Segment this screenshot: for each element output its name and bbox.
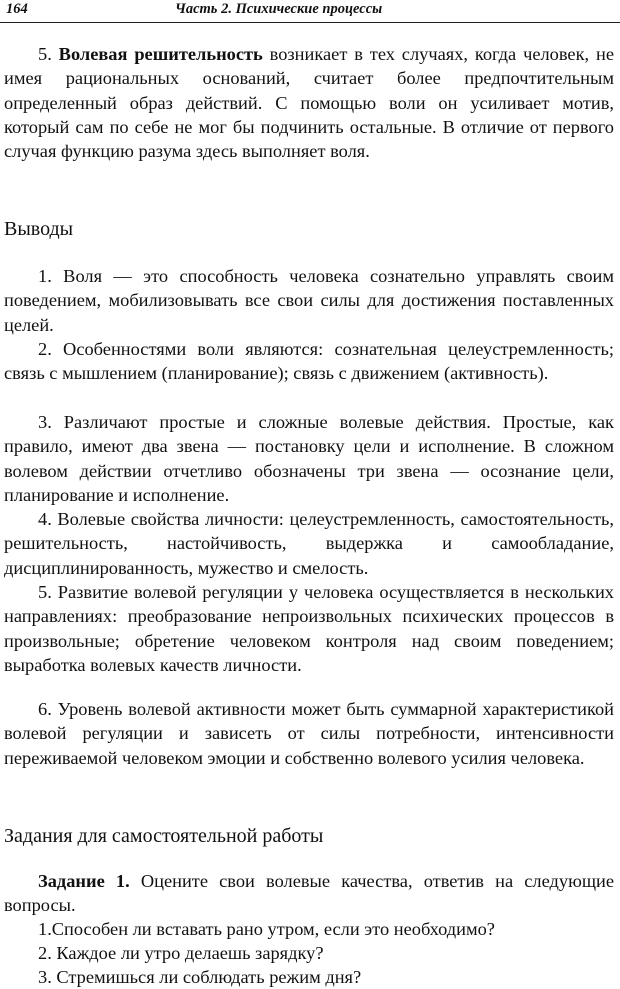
conclusion-item-3: 3. Различают простые и сложные волевые действия. Простые, как правило, имеют два звена — постановку цели и исполнение. В сложном волевом действии отчетливо обозначены три звена — осознание цели, планирование и исполнение. — [4, 412, 614, 505]
question-1: 1.Способен ли вставать рано утром, если это необходимо? — [38, 919, 495, 939]
page-number: 164 — [6, 1, 28, 17]
intro-paragraph — [4, 42, 614, 163]
conclusion-item-5: 5. Развитие волевой регуляции у человека осуществляется в нескольких направлениях: преобразование непроизвольных психических процессов в произвольные; обретение человеком контроля над своим поведением; выработка волевых качеств личности. — [4, 582, 614, 675]
running-title: Часть 2. Психические процессы — [175, 1, 383, 17]
task-1-label: Задание 1. — [38, 871, 130, 891]
conclusion-item-2: 2. Особенностями воли являются: сознательная целеустремленность; связь с мышлением (планирование); связь с движением (активность). — [4, 339, 614, 384]
conclusion-item-1: 1. Воля — это способность человека сознательно управлять своим поведением, мобилизовывать все свои силы для достижения поставленных целей. — [4, 266, 614, 335]
question-3: 3. Стремишься ли соблюдать режим дня? — [38, 967, 362, 987]
intro-term: Волевая решительность — [58, 44, 263, 64]
conclusion-item-4: 4. Волевые свойства личности: целеустремленность, самостоятельность, решительность, настойчивость, выдержка и самообладание, дисциплинированность, мужество и смелость. — [4, 509, 614, 578]
intro-number: 5. — [38, 44, 52, 64]
question-2: 2. Каждое ли утро делаешь зарядку? — [38, 943, 324, 963]
intro-text: возникает в тех случаях, когда человек, не имея рациональных оснований, считает более предпочтительным определенный образ действий. С помощью воли он усиливает мотив, который сам по себе не мог бы подчинить остальные. В отличие от первого случая функцию разума здесь выполняет воля. — [4, 44, 614, 162]
conclusions-heading: Выводы — [4, 218, 74, 240]
task-1-text: Оцените свои волевые качества, ответив на следующие вопросы. — [4, 871, 614, 916]
tasks-heading: Задания для самостоятельной работы — [4, 825, 324, 847]
task-1-paragraph — [4, 869, 614, 918]
conclusion-item-6: 6. Уровень волевой активности может быть суммарной характеристикой волевой регуляции и зависеть от силы потребности, интенсивности переживаемой человеком эмоции и собственно волевого усилия человека. — [4, 699, 614, 768]
running-header — [0, 0, 620, 23]
